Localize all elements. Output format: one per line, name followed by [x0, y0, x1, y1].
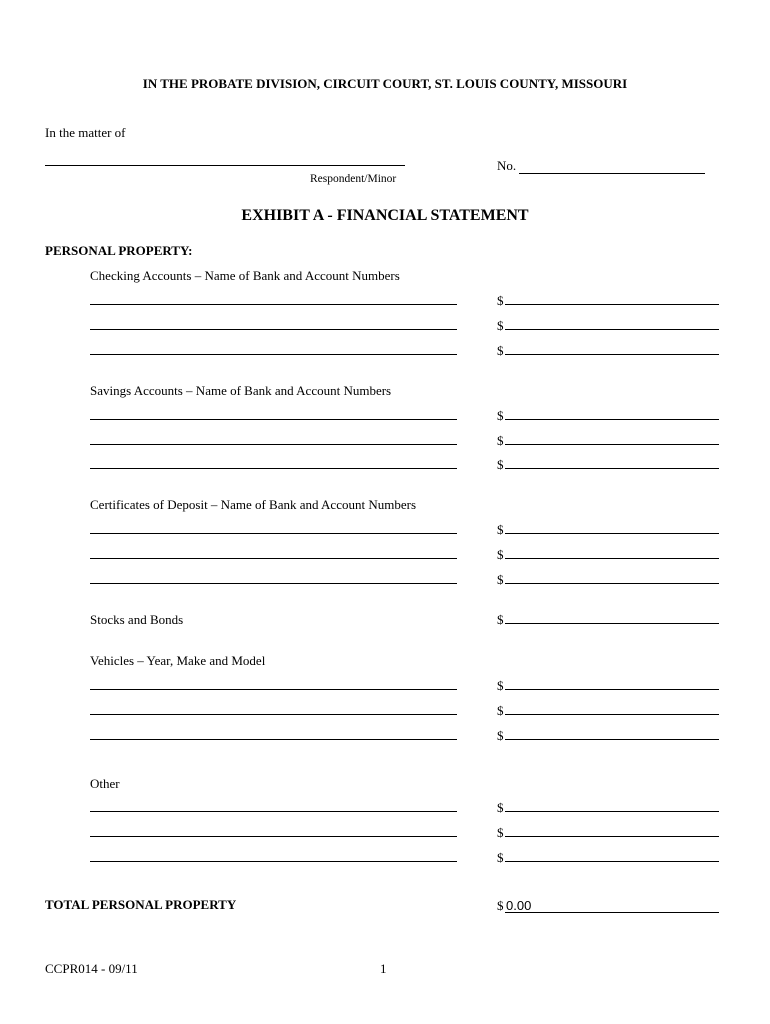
vehicle-amount-field[interactable]: [505, 713, 719, 715]
checking-amount-field[interactable]: [505, 328, 719, 330]
form-code: CCPR014 - 09/11: [45, 961, 138, 976]
dollar-sign: $: [497, 433, 504, 448]
dollar-sign: $: [497, 703, 504, 718]
vehicle-amount-field[interactable]: [505, 738, 719, 740]
dollar-sign: $: [497, 522, 504, 537]
dollar-sign: $: [497, 547, 504, 562]
dollar-sign: $: [497, 898, 504, 913]
dollar-sign: $: [497, 678, 504, 693]
total-personal-property-value[interactable]: 0.00: [506, 898, 532, 913]
cd-amount-field[interactable]: [505, 557, 719, 559]
other-item-field[interactable]: [90, 810, 457, 812]
other-amount-field[interactable]: [505, 860, 719, 862]
case-number-label: No.: [497, 158, 517, 173]
personal-property-heading: PERSONAL PROPERTY:: [45, 243, 193, 258]
case-number-field[interactable]: [519, 172, 705, 174]
total-personal-property-label: TOTAL PERSONAL PROPERTY: [45, 897, 237, 912]
dollar-sign: $: [497, 293, 504, 308]
other-amount-field[interactable]: [505, 810, 719, 812]
dollar-sign: $: [497, 408, 504, 423]
savings-account-field[interactable]: [90, 418, 457, 420]
savings-amount-field[interactable]: [505, 443, 719, 445]
checking-account-field[interactable]: [90, 353, 457, 355]
vehicle-field[interactable]: [90, 688, 457, 690]
stocks-amount-field[interactable]: [505, 622, 719, 624]
savings-accounts-label: Savings Accounts – Name of Bank and Account Numbers: [90, 383, 392, 398]
dollar-sign: $: [497, 572, 504, 587]
vehicles-label: Vehicles – Year, Make and Model: [90, 653, 266, 668]
other-amount-field[interactable]: [505, 835, 719, 837]
checking-amount-field[interactable]: [505, 353, 719, 355]
other-item-field[interactable]: [90, 835, 457, 837]
dollar-sign: $: [497, 825, 504, 840]
cd-amount-field[interactable]: [505, 582, 719, 584]
cd-account-field[interactable]: [90, 582, 457, 584]
dollar-sign: $: [497, 850, 504, 865]
respondent-name-field[interactable]: [45, 164, 405, 166]
total-amount-field[interactable]: [505, 911, 719, 913]
vehicle-amount-field[interactable]: [505, 688, 719, 690]
matter-label: In the matter of: [45, 125, 126, 140]
checking-accounts-label: Checking Accounts – Name of Bank and Account Numbers: [90, 268, 400, 283]
court-heading: IN THE PROBATE DIVISION, CIRCUIT COURT, ST. LOUIS COUNTY, MISSOURI: [142, 76, 628, 91]
respondent-label: Respondent/Minor: [310, 173, 397, 185]
cd-account-field[interactable]: [90, 532, 457, 534]
savings-amount-field[interactable]: [505, 418, 719, 420]
checking-amount-field[interactable]: [505, 303, 719, 305]
document-title: EXHIBIT A - FINANCIAL STATEMENT: [241, 207, 529, 224]
checking-account-field[interactable]: [90, 303, 457, 305]
cd-account-field[interactable]: [90, 557, 457, 559]
page-number: 1: [380, 961, 387, 976]
savings-amount-field[interactable]: [505, 467, 719, 469]
dollar-sign: $: [497, 612, 504, 627]
savings-account-field[interactable]: [90, 467, 457, 469]
savings-account-field[interactable]: [90, 443, 457, 445]
vehicle-field[interactable]: [90, 713, 457, 715]
stocks-and-bonds-label: Stocks and Bonds: [90, 612, 184, 627]
other-label: Other: [90, 776, 120, 791]
dollar-sign: $: [497, 457, 504, 472]
dollar-sign: $: [497, 318, 504, 333]
dollar-sign: $: [497, 800, 504, 815]
certificates-of-deposit-label: Certificates of Deposit – Name of Bank and Account Numbers: [90, 497, 416, 512]
other-item-field[interactable]: [90, 860, 457, 862]
dollar-sign: $: [497, 728, 504, 743]
dollar-sign: $: [497, 343, 504, 358]
checking-account-field[interactable]: [90, 328, 457, 330]
cd-amount-field[interactable]: [505, 532, 719, 534]
vehicle-field[interactable]: [90, 738, 457, 740]
